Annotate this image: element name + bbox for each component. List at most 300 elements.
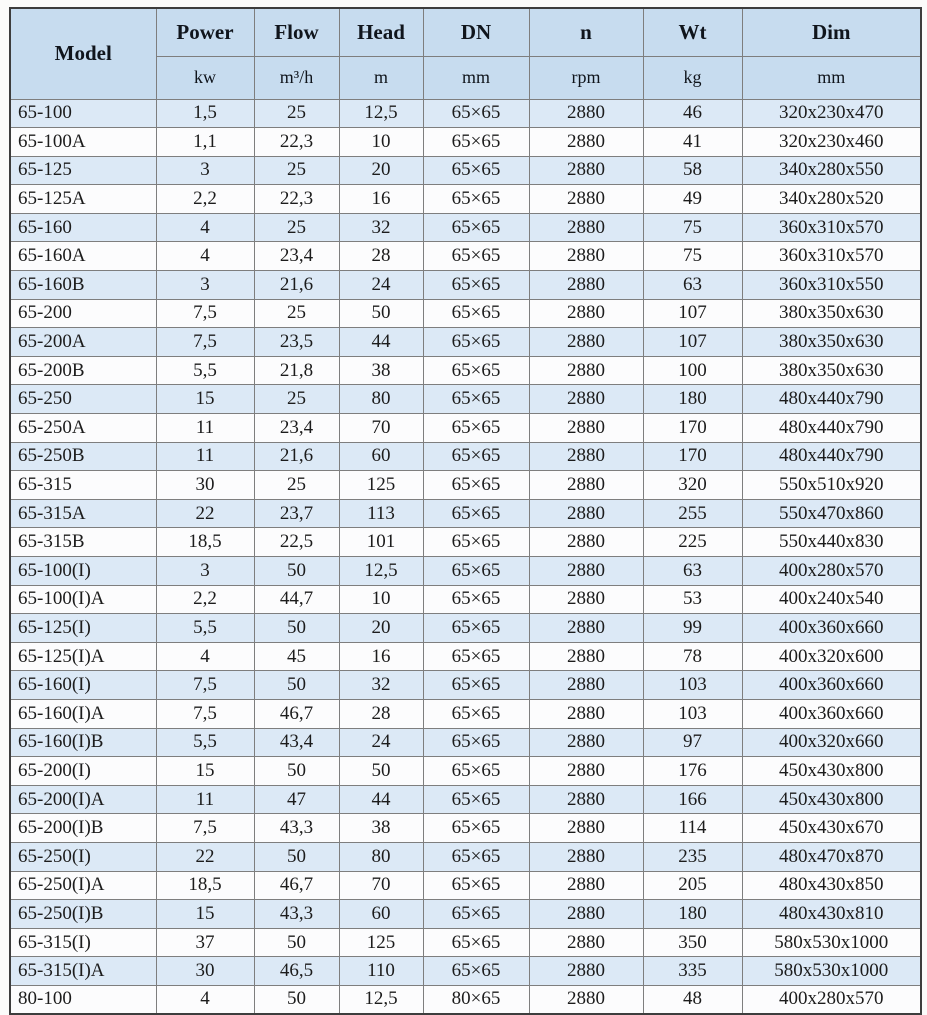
dim-cell: 400x360x660 [742, 699, 921, 728]
table-row [10, 842, 921, 871]
table-row [10, 185, 921, 214]
n-cell: 2880 [529, 699, 643, 728]
flow-cell: 46,5 [254, 957, 339, 986]
flow-cell: 43,3 [254, 900, 339, 929]
wt-cell: 103 [643, 671, 742, 700]
dn-cell: 65×65 [423, 728, 529, 757]
dim-cell: 480x440x790 [742, 442, 921, 471]
model-cell: 65-250(I)B [10, 900, 156, 929]
wt-cell: 180 [643, 385, 742, 414]
model-cell: 65-100A [10, 128, 156, 157]
table-row [10, 299, 921, 328]
dim-cell: 360x310x550 [742, 271, 921, 300]
power-cell: 2,2 [156, 185, 254, 214]
head-cell: 110 [339, 957, 423, 986]
flow-cell: 22,3 [254, 128, 339, 157]
dim-cell: 480x440x790 [742, 414, 921, 443]
flow-cell: 25 [254, 213, 339, 242]
n-cell: 2880 [529, 442, 643, 471]
wt-cell: 166 [643, 785, 742, 814]
n-cell: 2880 [529, 471, 643, 500]
table-row [10, 557, 921, 586]
table-row [10, 585, 921, 614]
wt-cell: 63 [643, 557, 742, 586]
head-cell: 80 [339, 385, 423, 414]
table-row [10, 156, 921, 185]
n-cell: 2880 [529, 328, 643, 357]
model-cell: 65-100 [10, 99, 156, 128]
dim-cell: 360x310x570 [742, 242, 921, 271]
dim-cell: 380x350x630 [742, 328, 921, 357]
head-cell: 70 [339, 871, 423, 900]
power-cell: 7,5 [156, 328, 254, 357]
table-row [10, 128, 921, 157]
dn-cell: 65×65 [423, 842, 529, 871]
n-cell: 2880 [529, 671, 643, 700]
table-row [10, 528, 921, 557]
head-cell: 44 [339, 328, 423, 357]
dn-cell: 80×65 [423, 985, 529, 1014]
dn-cell: 65×65 [423, 785, 529, 814]
wt-cell: 180 [643, 900, 742, 929]
head-cell: 60 [339, 442, 423, 471]
power-cell: 4 [156, 242, 254, 271]
flow-cell: 50 [254, 557, 339, 586]
dn-cell: 65×65 [423, 499, 529, 528]
wt-cell: 225 [643, 528, 742, 557]
model-cell: 65-125(I)A [10, 642, 156, 671]
dn-cell: 65×65 [423, 614, 529, 643]
table-row [10, 671, 921, 700]
table-row [10, 471, 921, 500]
table-row [10, 442, 921, 471]
wt-cell: 53 [643, 585, 742, 614]
dn-cell: 65×65 [423, 128, 529, 157]
table-row [10, 814, 921, 843]
dn-cell: 65×65 [423, 557, 529, 586]
col-header-n: n [529, 8, 643, 56]
model-cell: 65-160 [10, 213, 156, 242]
dim-cell: 400x280x570 [742, 557, 921, 586]
power-cell: 1,5 [156, 99, 254, 128]
flow-cell: 22,5 [254, 528, 339, 557]
table-row [10, 99, 921, 128]
head-cell: 16 [339, 642, 423, 671]
n-cell: 2880 [529, 785, 643, 814]
model-cell: 65-200(I)A [10, 785, 156, 814]
flow-cell: 50 [254, 985, 339, 1014]
flow-cell: 22,3 [254, 185, 339, 214]
wt-cell: 41 [643, 128, 742, 157]
n-cell: 2880 [529, 614, 643, 643]
dn-cell: 65×65 [423, 699, 529, 728]
dim-cell: 400x360x660 [742, 671, 921, 700]
power-cell: 22 [156, 499, 254, 528]
table-row [10, 414, 921, 443]
dn-cell: 65×65 [423, 356, 529, 385]
head-cell: 20 [339, 614, 423, 643]
wt-cell: 350 [643, 928, 742, 957]
dim-cell: 400x320x660 [742, 728, 921, 757]
head-cell: 20 [339, 156, 423, 185]
power-cell: 18,5 [156, 871, 254, 900]
model-cell: 65-125A [10, 185, 156, 214]
power-cell: 37 [156, 928, 254, 957]
dn-cell: 65×65 [423, 185, 529, 214]
power-cell: 22 [156, 842, 254, 871]
head-cell: 70 [339, 414, 423, 443]
head-cell: 101 [339, 528, 423, 557]
power-cell: 7,5 [156, 699, 254, 728]
wt-cell: 335 [643, 957, 742, 986]
wt-cell: 58 [643, 156, 742, 185]
flow-cell: 46,7 [254, 699, 339, 728]
model-cell: 65-200B [10, 356, 156, 385]
head-cell: 50 [339, 299, 423, 328]
unit-header-n: rpm [529, 56, 643, 99]
model-cell: 65-160(I) [10, 671, 156, 700]
dn-cell: 65×65 [423, 442, 529, 471]
col-header-wt: Wt [643, 8, 742, 56]
dim-cell: 360x310x570 [742, 213, 921, 242]
model-cell: 65-250(I)A [10, 871, 156, 900]
model-cell: 65-315B [10, 528, 156, 557]
model-cell: 65-125 [10, 156, 156, 185]
n-cell: 2880 [529, 842, 643, 871]
head-cell: 50 [339, 757, 423, 786]
table-row [10, 871, 921, 900]
n-cell: 2880 [529, 299, 643, 328]
model-cell: 65-125(I) [10, 614, 156, 643]
dim-cell: 450x430x800 [742, 785, 921, 814]
n-cell: 2880 [529, 414, 643, 443]
n-cell: 2880 [529, 985, 643, 1014]
flow-cell: 44,7 [254, 585, 339, 614]
unit-header-flow: m³/h [254, 56, 339, 99]
n-cell: 2880 [529, 557, 643, 586]
flow-cell: 23,4 [254, 242, 339, 271]
col-header-dn: DN [423, 8, 529, 56]
table-row [10, 242, 921, 271]
n-cell: 2880 [529, 385, 643, 414]
wt-cell: 114 [643, 814, 742, 843]
table-row [10, 213, 921, 242]
dn-cell: 65×65 [423, 471, 529, 500]
head-cell: 10 [339, 585, 423, 614]
head-cell: 28 [339, 242, 423, 271]
dn-cell: 65×65 [423, 414, 529, 443]
dim-cell: 480x440x790 [742, 385, 921, 414]
power-cell: 2,2 [156, 585, 254, 614]
head-cell: 16 [339, 185, 423, 214]
dn-cell: 65×65 [423, 299, 529, 328]
table-row [10, 757, 921, 786]
model-cell: 65-250A [10, 414, 156, 443]
wt-cell: 170 [643, 414, 742, 443]
dn-cell: 65×65 [423, 871, 529, 900]
flow-cell: 25 [254, 156, 339, 185]
power-cell: 15 [156, 385, 254, 414]
col-header-head: Head [339, 8, 423, 56]
dn-cell: 65×65 [423, 671, 529, 700]
head-cell: 125 [339, 928, 423, 957]
model-cell: 65-100(I)A [10, 585, 156, 614]
n-cell: 2880 [529, 242, 643, 271]
wt-cell: 48 [643, 985, 742, 1014]
flow-cell: 21,6 [254, 271, 339, 300]
dn-cell: 65×65 [423, 99, 529, 128]
dim-cell: 400x360x660 [742, 614, 921, 643]
flow-cell: 50 [254, 614, 339, 643]
dim-cell: 320x230x460 [742, 128, 921, 157]
n-cell: 2880 [529, 585, 643, 614]
wt-cell: 170 [643, 442, 742, 471]
dim-cell: 380x350x630 [742, 299, 921, 328]
table-row [10, 642, 921, 671]
head-cell: 38 [339, 814, 423, 843]
table-row [10, 728, 921, 757]
pump-spec-table [9, 7, 922, 1015]
head-cell: 44 [339, 785, 423, 814]
table-row [10, 499, 921, 528]
flow-cell: 43,3 [254, 814, 339, 843]
power-cell: 3 [156, 271, 254, 300]
dim-cell: 400x320x600 [742, 642, 921, 671]
dim-cell: 480x430x810 [742, 900, 921, 929]
dn-cell: 65×65 [423, 271, 529, 300]
dn-cell: 65×65 [423, 213, 529, 242]
dim-cell: 380x350x630 [742, 356, 921, 385]
power-cell: 7,5 [156, 671, 254, 700]
power-cell: 11 [156, 414, 254, 443]
wt-cell: 78 [643, 642, 742, 671]
table-row [10, 900, 921, 929]
dn-cell: 65×65 [423, 757, 529, 786]
model-cell: 65-200(I) [10, 757, 156, 786]
flow-cell: 50 [254, 671, 339, 700]
wt-cell: 205 [643, 871, 742, 900]
dim-cell: 550x440x830 [742, 528, 921, 557]
dn-cell: 65×65 [423, 328, 529, 357]
wt-cell: 107 [643, 328, 742, 357]
flow-cell: 23,4 [254, 414, 339, 443]
flow-cell: 46,7 [254, 871, 339, 900]
table-row [10, 614, 921, 643]
col-header-model: Model [10, 8, 156, 99]
dn-cell: 65×65 [423, 528, 529, 557]
n-cell: 2880 [529, 213, 643, 242]
flow-cell: 50 [254, 842, 339, 871]
n-cell: 2880 [529, 728, 643, 757]
flow-cell: 25 [254, 385, 339, 414]
power-cell: 5,5 [156, 728, 254, 757]
model-cell: 65-315(I) [10, 928, 156, 957]
model-cell: 65-250B [10, 442, 156, 471]
dim-cell: 450x430x670 [742, 814, 921, 843]
power-cell: 18,5 [156, 528, 254, 557]
head-cell: 125 [339, 471, 423, 500]
dim-cell: 480x470x870 [742, 842, 921, 871]
power-cell: 5,5 [156, 356, 254, 385]
n-cell: 2880 [529, 271, 643, 300]
table-row [10, 356, 921, 385]
head-cell: 38 [339, 356, 423, 385]
power-cell: 11 [156, 442, 254, 471]
dn-cell: 65×65 [423, 156, 529, 185]
model-cell: 65-315(I)A [10, 957, 156, 986]
model-cell: 65-200(I)B [10, 814, 156, 843]
n-cell: 2880 [529, 757, 643, 786]
n-cell: 2880 [529, 128, 643, 157]
power-cell: 5,5 [156, 614, 254, 643]
head-cell: 24 [339, 728, 423, 757]
wt-cell: 176 [643, 757, 742, 786]
power-cell: 30 [156, 957, 254, 986]
flow-cell: 23,7 [254, 499, 339, 528]
model-cell: 65-160(I)A [10, 699, 156, 728]
n-cell: 2880 [529, 642, 643, 671]
power-cell: 4 [156, 985, 254, 1014]
wt-cell: 107 [643, 299, 742, 328]
wt-cell: 97 [643, 728, 742, 757]
dim-cell: 320x230x470 [742, 99, 921, 128]
wt-cell: 75 [643, 213, 742, 242]
dn-cell: 65×65 [423, 585, 529, 614]
table-body [10, 99, 921, 1014]
power-cell: 1,1 [156, 128, 254, 157]
wt-cell: 46 [643, 99, 742, 128]
dim-cell: 480x430x850 [742, 871, 921, 900]
power-cell: 15 [156, 900, 254, 929]
head-cell: 12,5 [339, 557, 423, 586]
dn-cell: 65×65 [423, 385, 529, 414]
dim-cell: 550x510x920 [742, 471, 921, 500]
dim-cell: 340x280x550 [742, 156, 921, 185]
power-cell: 15 [156, 757, 254, 786]
head-cell: 32 [339, 671, 423, 700]
power-cell: 7,5 [156, 814, 254, 843]
wt-cell: 103 [643, 699, 742, 728]
unit-header-dim: mm [742, 56, 921, 99]
n-cell: 2880 [529, 871, 643, 900]
n-cell: 2880 [529, 814, 643, 843]
n-cell: 2880 [529, 185, 643, 214]
power-cell: 3 [156, 557, 254, 586]
unit-header-wt: kg [643, 56, 742, 99]
model-cell: 65-315A [10, 499, 156, 528]
header-title-row [10, 8, 921, 56]
flow-cell: 25 [254, 471, 339, 500]
head-cell: 10 [339, 128, 423, 157]
col-header-flow: Flow [254, 8, 339, 56]
col-header-power: Power [156, 8, 254, 56]
dn-cell: 65×65 [423, 242, 529, 271]
dn-cell: 65×65 [423, 957, 529, 986]
dim-cell: 580x530x1000 [742, 957, 921, 986]
power-cell: 4 [156, 642, 254, 671]
unit-header-dn: mm [423, 56, 529, 99]
table-row [10, 928, 921, 957]
table-row [10, 271, 921, 300]
power-cell: 3 [156, 156, 254, 185]
table-row [10, 957, 921, 986]
wt-cell: 75 [643, 242, 742, 271]
model-cell: 80-100 [10, 985, 156, 1014]
model-cell: 65-250 [10, 385, 156, 414]
head-cell: 24 [339, 271, 423, 300]
dn-cell: 65×65 [423, 642, 529, 671]
n-cell: 2880 [529, 499, 643, 528]
power-cell: 11 [156, 785, 254, 814]
dn-cell: 65×65 [423, 900, 529, 929]
head-cell: 12,5 [339, 985, 423, 1014]
flow-cell: 50 [254, 757, 339, 786]
n-cell: 2880 [529, 356, 643, 385]
model-cell: 65-250(I) [10, 842, 156, 871]
dim-cell: 400x240x540 [742, 585, 921, 614]
wt-cell: 235 [643, 842, 742, 871]
table-row [10, 328, 921, 357]
n-cell: 2880 [529, 99, 643, 128]
n-cell: 2880 [529, 528, 643, 557]
dim-cell: 340x280x520 [742, 185, 921, 214]
head-cell: 113 [339, 499, 423, 528]
dn-cell: 65×65 [423, 814, 529, 843]
wt-cell: 99 [643, 614, 742, 643]
unit-header-power: kw [156, 56, 254, 99]
flow-cell: 43,4 [254, 728, 339, 757]
power-cell: 7,5 [156, 299, 254, 328]
flow-cell: 45 [254, 642, 339, 671]
model-cell: 65-160A [10, 242, 156, 271]
flow-cell: 47 [254, 785, 339, 814]
model-cell: 65-160B [10, 271, 156, 300]
flow-cell: 25 [254, 99, 339, 128]
dim-cell: 550x470x860 [742, 499, 921, 528]
model-cell: 65-200 [10, 299, 156, 328]
wt-cell: 100 [643, 356, 742, 385]
power-cell: 30 [156, 471, 254, 500]
table-header [10, 8, 921, 99]
model-cell: 65-160(I)B [10, 728, 156, 757]
head-cell: 32 [339, 213, 423, 242]
dn-cell: 65×65 [423, 928, 529, 957]
n-cell: 2880 [529, 957, 643, 986]
table-row [10, 785, 921, 814]
head-cell: 80 [339, 842, 423, 871]
dim-cell: 450x430x800 [742, 757, 921, 786]
flow-cell: 25 [254, 299, 339, 328]
flow-cell: 21,6 [254, 442, 339, 471]
wt-cell: 49 [643, 185, 742, 214]
n-cell: 2880 [529, 928, 643, 957]
unit-header-head: m [339, 56, 423, 99]
n-cell: 2880 [529, 900, 643, 929]
col-header-dim: Dim [742, 8, 921, 56]
n-cell: 2880 [529, 156, 643, 185]
flow-cell: 21,8 [254, 356, 339, 385]
head-cell: 12,5 [339, 99, 423, 128]
head-cell: 60 [339, 900, 423, 929]
power-cell: 4 [156, 213, 254, 242]
dim-cell: 400x280x570 [742, 985, 921, 1014]
flow-cell: 50 [254, 928, 339, 957]
head-cell: 28 [339, 699, 423, 728]
wt-cell: 255 [643, 499, 742, 528]
wt-cell: 320 [643, 471, 742, 500]
model-cell: 65-100(I) [10, 557, 156, 586]
dim-cell: 580x530x1000 [742, 928, 921, 957]
